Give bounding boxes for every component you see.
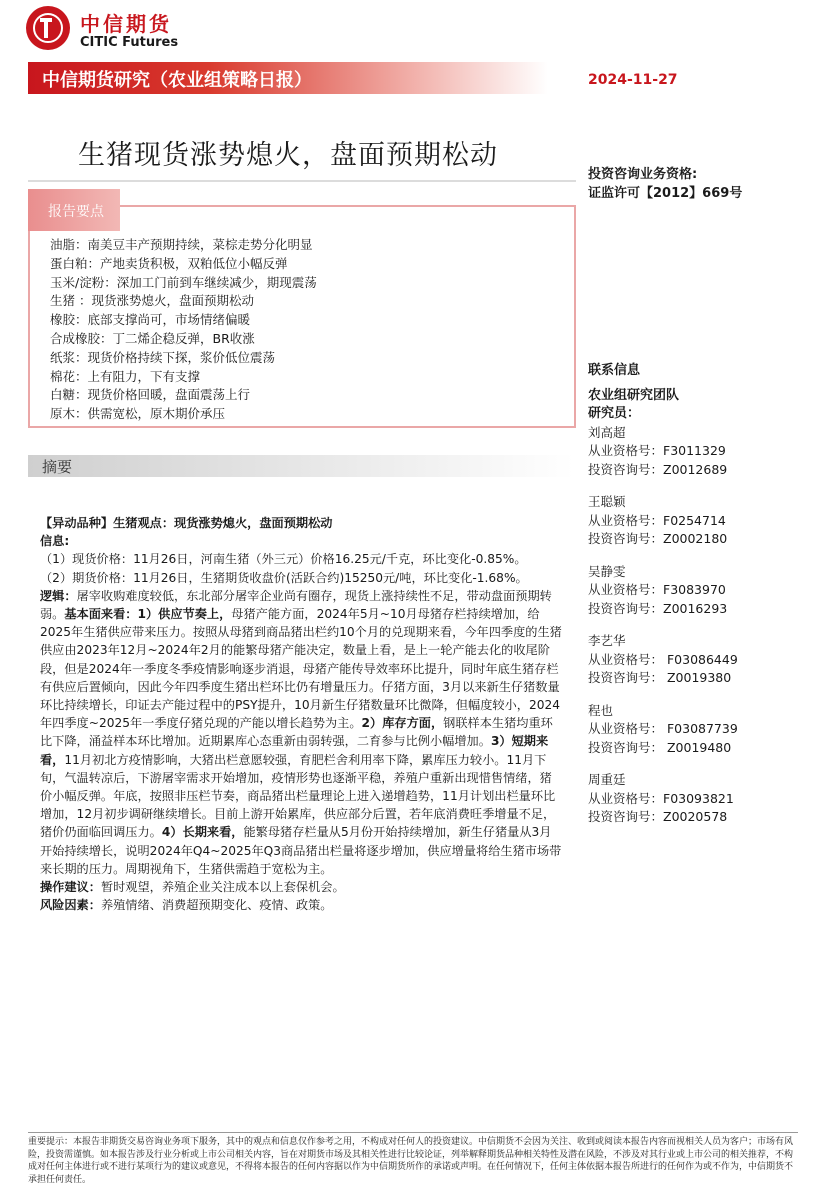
key-points-label-text: 报告要点 [48, 204, 104, 220]
researcher-name: 刘高超 [588, 424, 626, 440]
researcher-license: 从业资格号：F03093821 [588, 790, 734, 806]
supply-label: 1）供应节奏上， [137, 607, 232, 622]
researcher-consult: 投资咨询号： Z0019480 [588, 739, 732, 755]
abstract-heading: 【异动品种】生猪观点：现货涨势熄火，盘面预期松动 [40, 516, 333, 530]
list-item: 蛋白粕：产地卖货积极，双粕低位小幅反弹 [50, 255, 288, 271]
advice-label: 操作建议： [40, 880, 101, 895]
researcher-consult: 投资咨询号：Z0020578 [588, 809, 728, 824]
citic-logo-icon [26, 6, 70, 50]
researcher-license: 从业资格号：F3083970 [588, 582, 726, 597]
contact-sidebar [588, 362, 738, 827]
info-label: 信息: [40, 534, 70, 549]
list-item: 合成橡胶：丁二烯企稳反弹，BR收涨 [50, 330, 255, 346]
banner-text: 中信期货研究（农业组策略日报） [42, 70, 312, 91]
risk-label: 风险因素： [40, 898, 101, 913]
key-points-label [28, 189, 120, 231]
researcher-consult: 投资咨询号：Z0016293 [588, 600, 728, 616]
abstract-header [28, 455, 574, 477]
footer-divider [28, 1132, 798, 1133]
logo-cn-text: 中信期货 [80, 12, 172, 36]
researcher-label: 研究员： [588, 406, 641, 421]
list-item: 橡胶：底部支撑尚可，市场情绪偏暖 [50, 312, 251, 328]
logic-paragraph [40, 587, 562, 878]
abstract-label: 摘要 [42, 458, 73, 476]
qualification-license: 证监许可【2012】669号 [588, 186, 743, 201]
contact-title: 联系信息 [588, 363, 641, 378]
list-item: 油脂：南美豆丰产预期持续，菜棕走势分化明显 [50, 237, 313, 252]
advice-paragraph [40, 878, 562, 896]
list-item: 玉米/淀粉：深加工门前到车继续减少，期现震荡 [50, 274, 317, 290]
researcher-license: 从业资格号：F3011329 [588, 443, 726, 458]
long-term-label: 4）长期来看， [161, 825, 244, 840]
researcher-name: 周重廷 [588, 772, 626, 787]
team-name: 农业组研究团队 [588, 387, 680, 403]
logic-label: 逻辑： [40, 588, 77, 603]
inventory-label: 2）库存方面， [361, 716, 444, 731]
researcher-license: 从业资格号： F03086449 [588, 651, 738, 667]
risk-paragraph [40, 896, 562, 914]
researcher-name: 程也 [588, 702, 614, 718]
report-date: 2024-11-27 [588, 72, 678, 88]
researcher-name: 李艺华 [588, 633, 626, 648]
researcher-consult: 投资咨询号： Z0019380 [588, 670, 732, 685]
short-term-label: 3）短期来看， [40, 734, 549, 767]
list-item: 纸浆：现货价格持续下探，浆价低位震荡 [50, 349, 276, 365]
researcher-consult: 投资咨询号：Z0012689 [588, 461, 728, 477]
qualification-label: 投资咨询业务资格: [588, 167, 698, 182]
disclaimer: 重要提示：本报告非期货交易咨询业务项下服务，其中的观点和信息仅作参考之用，不构成对任何人的投资建议。中信期货不会因为关注、收到或阅读本报告内容而视相关人员为客户；市场有风险，投资需谨慎。如本报告涉及行业分析或上市公司相关内容，旨在对期货市场及其相关性进行比较论证，列举解释期货品种相关特性及潜在风险，不涉及对其行业或上市公司的相关推荐，不构成对任何主体进行或不进行某项行为的建议或意见，不得将本报告的任何内容据以作为中信期货所作的承诺或声明。在任何情况下，任何主体依据本报告所进行的任何作为或不作为，中信期货不承担任何责任。 [28, 1137, 794, 1185]
abstract-body [40, 514, 562, 914]
list-item: 原木：供需宽松，原木期价承压 [50, 406, 226, 422]
report-series-banner [28, 62, 548, 94]
info-futures-price: （2）期货价格：11月26日，生猪期货收盘价(活跃合约)15250元/吨，环比变化-1.68%。 [40, 570, 528, 585]
list-item: 生猪 ：现货涨势熄火，盘面预期松动 [50, 293, 254, 309]
researcher-name: 吴静雯 [588, 563, 626, 579]
fundamental-label: 基本面来看： [64, 607, 138, 622]
logo-en-text: CITIC Futures [80, 35, 179, 50]
researcher-license: 从业资格号： F03087739 [588, 721, 738, 736]
long-term-text: 能繁母猪存栏量从5月份开始持续增加，新生仔猪量从3月开始持续增长，说明2024年Q4~2025年Q3商品猪出栏量将逐步增加，供应增量将给生猪市场带来长期的压力。周期视角下，生猪供需趋于宽松为主。 [40, 825, 562, 876]
researcher-name: 王聪颖 [588, 494, 626, 509]
list-item: 棉花：上有阻力，下有支撑 [50, 368, 201, 384]
researcher-license: 从业资格号：F0254714 [588, 512, 726, 528]
info-spot-price: （1）现货价格：11月26日，河南生猪（外三元）价格16.25元/千克，环比变化-0.85%。 [40, 552, 527, 567]
advice-text: 暂时观望，养殖企业关注成本以上套保机会。 [100, 880, 345, 895]
risk-text: 养殖情绪、消费超预期变化、疫情、政策。 [100, 898, 333, 913]
short-term-text: 11月初北方疫情影响，大猪出栏意愿较强，育肥栏舍利用率下降，累库压力较小。11月下旬，气温转凉后，下游屠宰需求开始增加，疫情形势也逐渐平稳，养殖户重新出现惜售情绪，猪价小幅反弹。年底，按照非压栏节奏，商品猪出栏量理论上进入递增趋势，11月计划出栏量环比增加，12月初步调研继续增长。目前上游开始累库，供应部分后置，若年底消费旺季增量不足，猪价仍面临回调压力。 [40, 752, 556, 840]
key-points-list [50, 236, 317, 424]
page-title: 生猪现货涨势熄火，盘面预期松动 [78, 140, 498, 171]
inventory-text: 钢联样本生猪均重环比下降，涌益样本环比增加。近期累库心态重新由弱转强，二育参与比例小幅增加。 [40, 716, 553, 749]
researcher-consult: 投资咨询号：Z0002180 [588, 531, 728, 546]
title-divider [28, 180, 576, 182]
logic-intro: 屠宰收购难度较低，东北部分屠宰企业尚有圈存，现货上涨持续性不足，带动盘面预期转弱。 [40, 588, 552, 622]
supply-text: 母猪产能方面，2024年5月~10月母猪存栏持续增加，给2025年生猪供应带来压力。按照从母猪到商品猪出栏约10个月的兑现期来看，今年四季度的生猪供应由2023年12月~2024年2月的能繁母猪产能决定，数量上看，是上一轮产能去化的收尾阶段，但是2024年一季度冬季疫情影响逐步消退，母猪产能传导效率环比提升，同时年底生猪存栏有供应后置倾向，因此今年四季度生猪出栏环比仍有增量压力。仔猪方面，3月以来新生仔猪数量环比持续增长，印证去产能过程中的PSY提升，10月新生仔猪数量环比微降，但幅度较小，2024年四季度~2025年一季度仔猪兑现的产能以增长趋势为主。 [40, 607, 562, 731]
list-item: 白糖：现货价格回暖，盘面震荡上行 [50, 387, 251, 403]
